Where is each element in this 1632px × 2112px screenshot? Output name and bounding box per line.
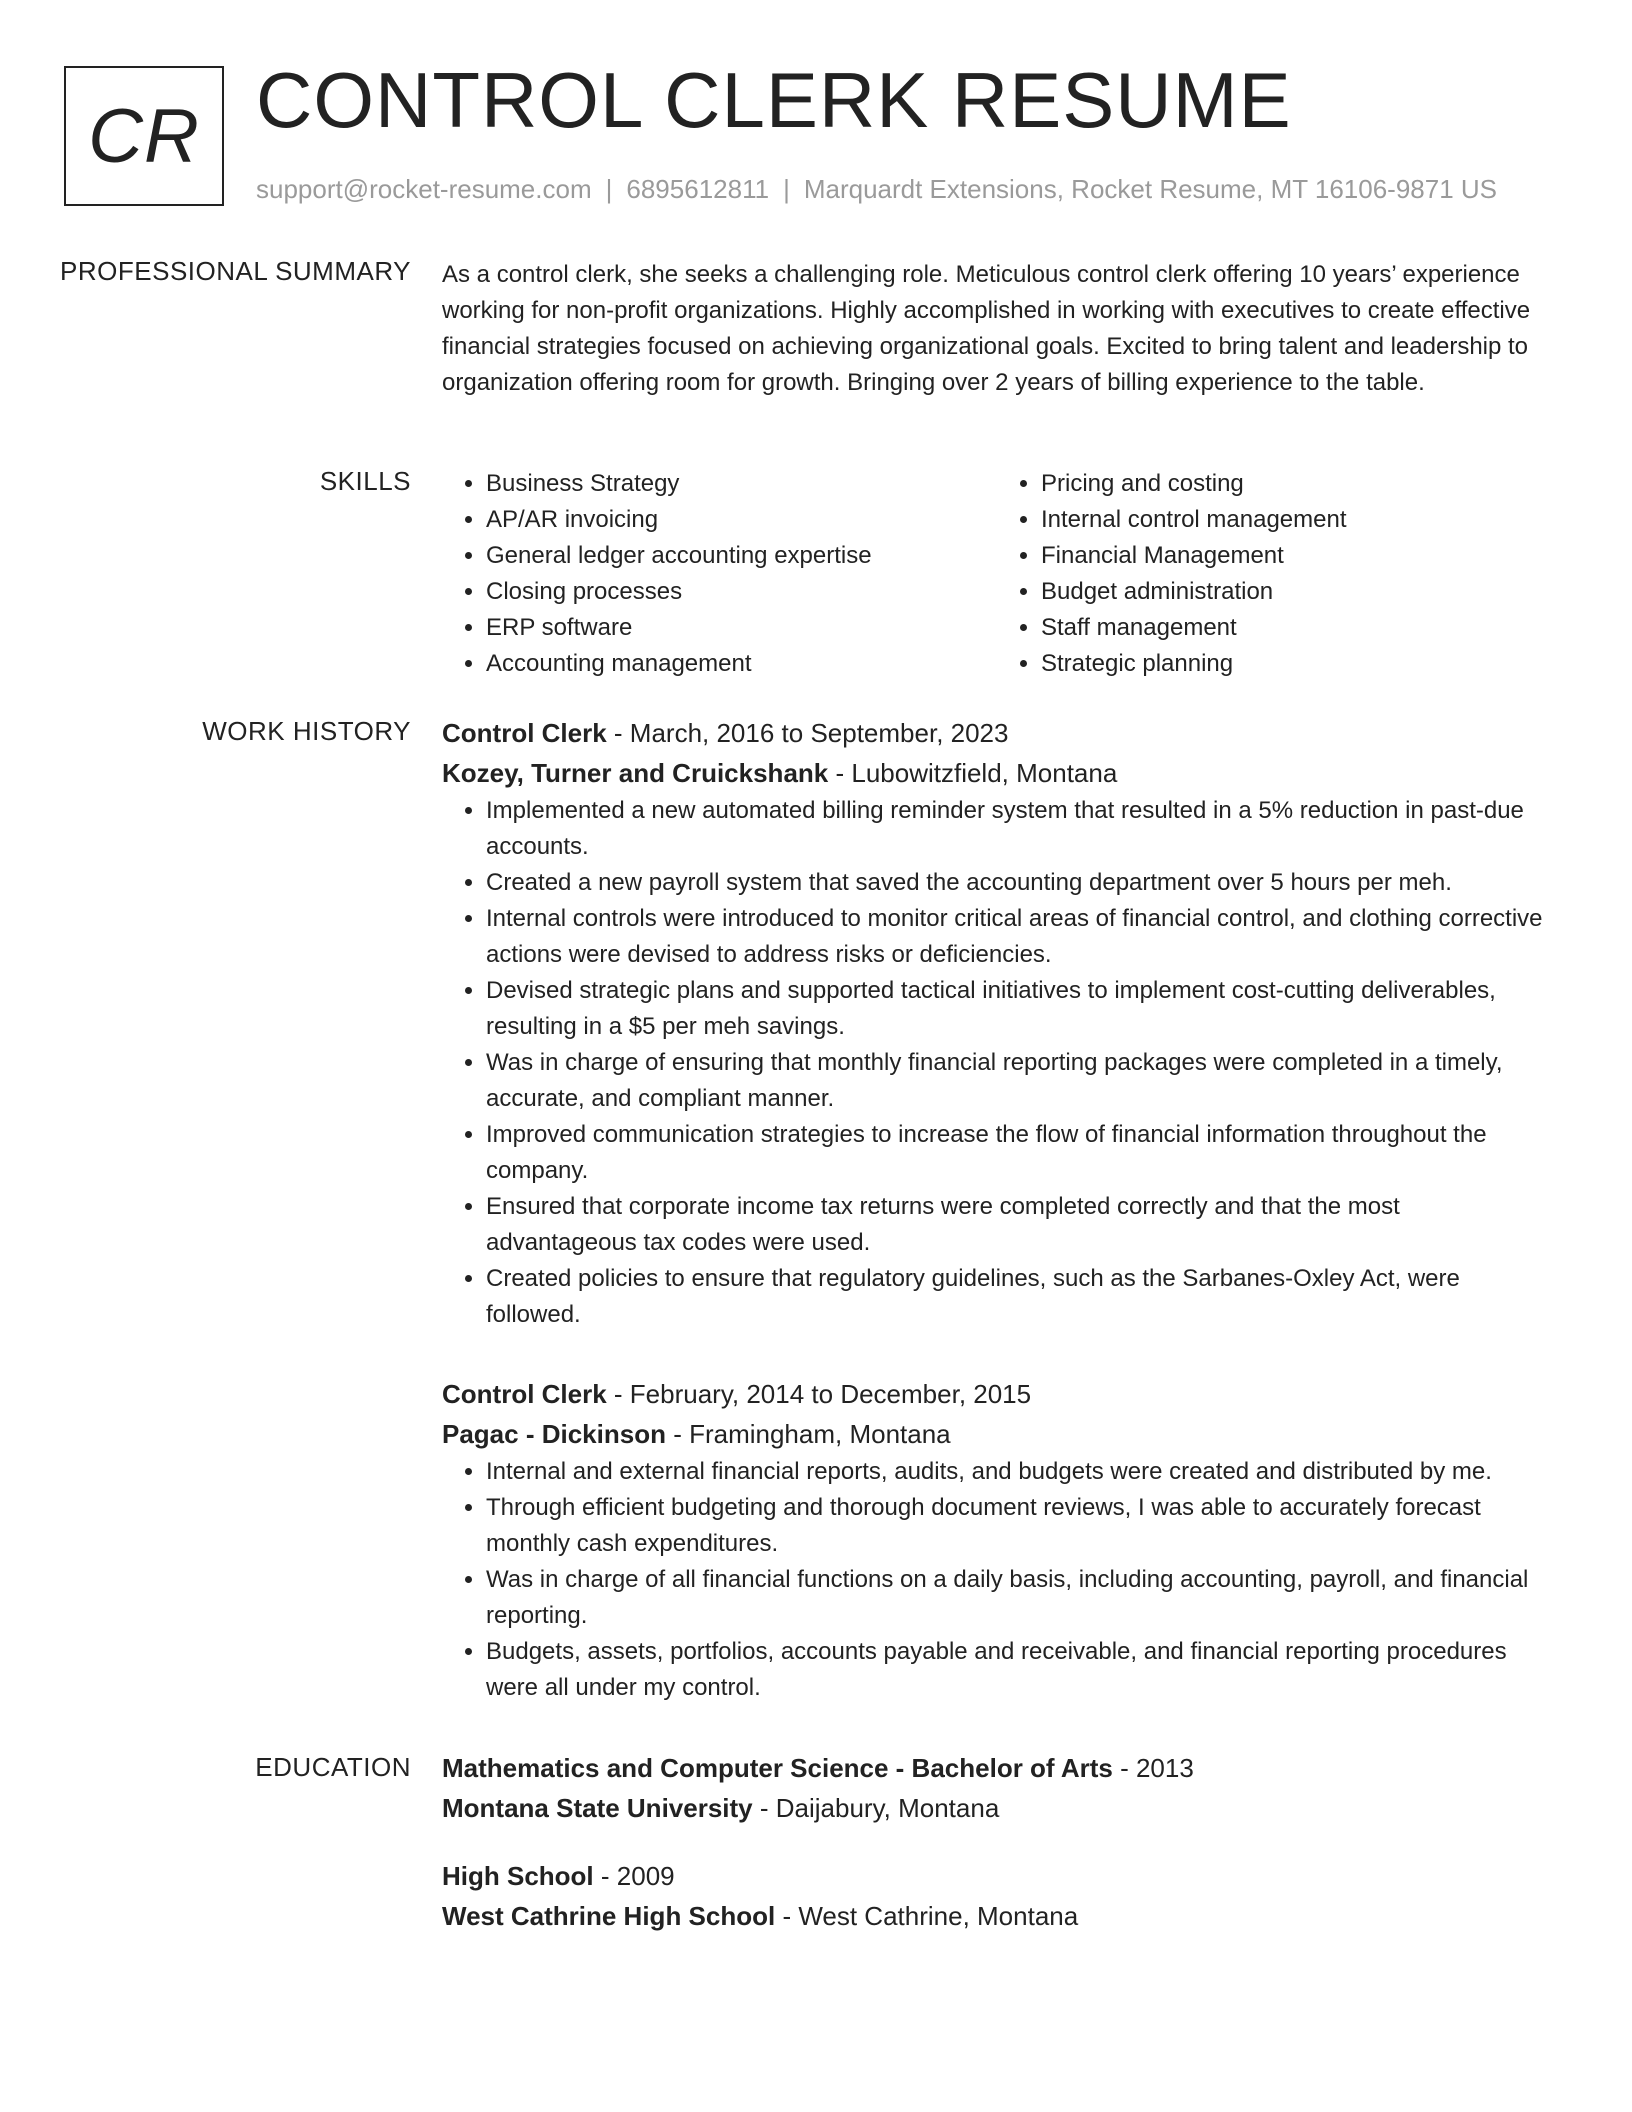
education-school-line bbox=[442, 1788, 1552, 1828]
skill-item: • Pricing and costing bbox=[1041, 466, 1552, 502]
job-duty-item: • Through efficient budgeting and thorough document reviews, I was able to accurately forecast monthly cash expenditures. bbox=[486, 1490, 1552, 1562]
section-label-work-history: WORK HISTORY bbox=[202, 716, 411, 746]
job-dates: - March, 2016 to September, 2023 bbox=[606, 718, 1009, 748]
job-duty-item: • Internal and external financial reports, audits, and budgets were created and distributed by me. bbox=[486, 1454, 1552, 1490]
education-degree: Mathematics and Computer Science - Bachelor of Arts bbox=[442, 1753, 1113, 1783]
education-school: Montana State University bbox=[442, 1793, 753, 1823]
education-degree-line bbox=[442, 1748, 1552, 1788]
job-title: Control Clerk bbox=[442, 1379, 607, 1409]
job-duties-list bbox=[442, 793, 1552, 1333]
job-duty-item: • Budgets, assets, portfolios, accounts payable and receivable, and financial reporting procedures were all under my control. bbox=[486, 1634, 1552, 1706]
skill-item: • Accounting management bbox=[486, 646, 997, 682]
contact-phone: 6895612811 bbox=[626, 174, 770, 204]
section-label-education: EDUCATION bbox=[255, 1752, 411, 1782]
skill-item: • ERP software bbox=[486, 610, 997, 646]
education-location: - Daijabury, Montana bbox=[752, 1793, 1000, 1823]
job-title-line bbox=[442, 713, 1552, 753]
skill-item: • AP/AR invoicing bbox=[486, 502, 997, 538]
monogram-initials: CR bbox=[88, 93, 200, 179]
job-duty-item: • Devised strategic plans and supported tactical initiatives to implement cost-cutting deliverables, resulting in a $5 per meh savings. bbox=[486, 973, 1552, 1045]
job-location: - Lubowitzfield, Montana bbox=[828, 758, 1118, 788]
skill-item: • Internal control management bbox=[1041, 502, 1552, 538]
education-school: West Cathrine High School bbox=[442, 1901, 776, 1931]
job-duty-item: • Was in charge of all financial functions on a daily basis, including accounting, payroll, and financial reporting. bbox=[486, 1562, 1552, 1634]
skills-section bbox=[442, 466, 1552, 682]
job-duty-item: • Created policies to ensure that regulatory guidelines, such as the Sarbanes-Oxley Act, were followed. bbox=[486, 1261, 1552, 1333]
job-title: Control Clerk bbox=[442, 718, 607, 748]
job-duties-list bbox=[442, 1454, 1552, 1706]
contact-line bbox=[256, 174, 1497, 205]
job-company-line bbox=[442, 1414, 1552, 1454]
job-entry bbox=[442, 1374, 1552, 1706]
contact-email: support@rocket-resume.com bbox=[256, 174, 592, 204]
skill-item: • Staff management bbox=[1041, 610, 1552, 646]
job-duty-item: • Was in charge of ensuring that monthly financial reporting packages were completed in a timely, accurate, and compliant manner. bbox=[486, 1045, 1552, 1117]
education-degree-line bbox=[442, 1856, 1552, 1896]
education-entry bbox=[442, 1856, 1552, 1936]
job-duty-item: • Ensured that corporate income tax returns were completed correctly and that the most advantageous tax codes were used. bbox=[486, 1189, 1552, 1261]
contact-address: Marquardt Extensions, Rocket Resume, MT 16106-9871 US bbox=[803, 174, 1498, 204]
job-duty-item: • Internal controls were introduced to monitor critical areas of financial control, and clothing corrective actions were devised to address risks or deficiencies. bbox=[486, 901, 1552, 973]
education-degree: High School bbox=[442, 1861, 594, 1891]
skill-item: • Closing processes bbox=[486, 574, 997, 610]
resume-title: CONTROL CLERK RESUME bbox=[256, 56, 1292, 144]
contact-separator: | bbox=[783, 174, 790, 204]
skill-item: • Strategic planning bbox=[1041, 646, 1552, 682]
job-duty-item: • Created a new payroll system that saved the accounting department over 5 hours per meh. bbox=[486, 865, 1552, 901]
education-entry bbox=[442, 1748, 1552, 1828]
education-year: - 2009 bbox=[593, 1861, 675, 1891]
job-company-line bbox=[442, 753, 1552, 793]
skill-item: • Financial Management bbox=[1041, 538, 1552, 574]
job-company: Kozey, Turner and Cruickshank bbox=[442, 758, 829, 788]
job-title-line bbox=[442, 1374, 1552, 1414]
education-location: - West Cathrine, Montana bbox=[775, 1901, 1079, 1931]
job-dates: - February, 2014 to December, 2015 bbox=[606, 1379, 1032, 1409]
skill-item: • General ledger accounting expertise bbox=[486, 538, 997, 574]
job-entry bbox=[442, 713, 1552, 1333]
monogram-box bbox=[64, 66, 224, 206]
education-year: - 2013 bbox=[1112, 1753, 1194, 1783]
skill-item: • Business Strategy bbox=[486, 466, 997, 502]
job-duty-item: • Improved communication strategies to increase the flow of financial information throughout the company. bbox=[486, 1117, 1552, 1189]
section-label-skills: SKILLS bbox=[319, 466, 411, 496]
skills-list-right bbox=[997, 466, 1552, 682]
skills-list-left bbox=[442, 466, 997, 682]
summary-section bbox=[442, 257, 1552, 401]
skill-item: • Budget administration bbox=[1041, 574, 1552, 610]
education-school-line bbox=[442, 1896, 1552, 1936]
summary-text: As a control clerk, she seeks a challenging role. Meticulous control clerk offering 10 years’ experience working for non-profit organizations. Highly accomplished in working with executives to create effective financial strategies focused on achieving organizational goals. Excited to bring talent and leadership to organization offering room for growth. Bringing over 2 years of billing experience to the table. bbox=[442, 261, 1531, 396]
job-company: Pagac - Dickinson bbox=[442, 1419, 666, 1449]
job-duty-item: • Implemented a new automated billing reminder system that resulted in a 5% reduction in past-due accounts. bbox=[486, 793, 1552, 865]
contact-separator: | bbox=[605, 174, 613, 204]
section-label-summary: PROFESSIONAL SUMMARY bbox=[60, 256, 411, 286]
job-location: - Framingham, Montana bbox=[665, 1419, 951, 1449]
